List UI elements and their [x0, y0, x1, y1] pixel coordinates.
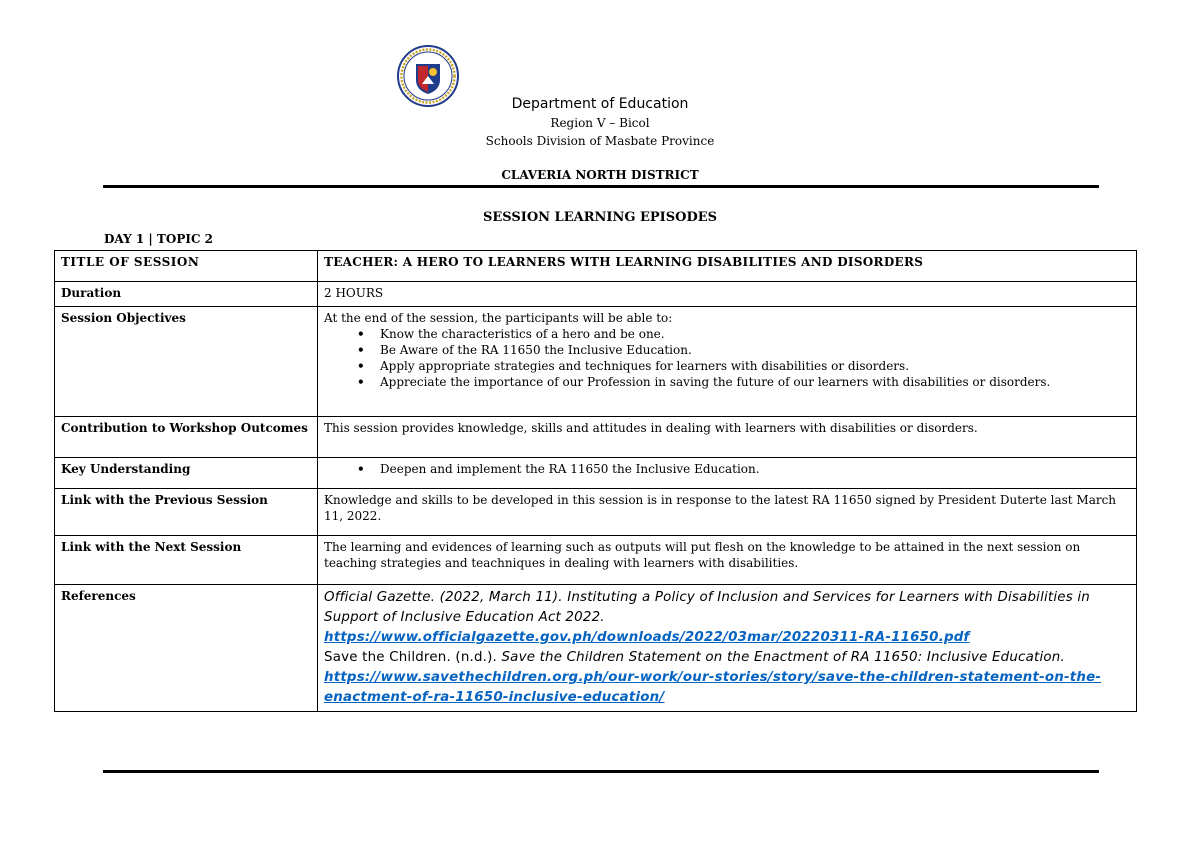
table-row: [55, 585, 1137, 712]
header-divider: [103, 185, 1099, 188]
table-row: [55, 458, 1137, 489]
key-understanding-label: Key Understanding: [55, 458, 318, 489]
objectives-list: [324, 326, 1130, 390]
session-table: [54, 250, 1137, 712]
reference-1-link[interactable]: https://www.officialgazette.gov.ph/downloads/2022/03mar/20220311-RA-11650.pdf: [324, 630, 970, 645]
table-row: [55, 417, 1137, 458]
references-cell: [318, 585, 1137, 712]
reference-2-date: . (n.d.).: [446, 650, 502, 665]
objectives-intro: At the end of the session, the participants will be able to:: [324, 311, 673, 325]
list-item: • Apply appropriate strategies and techniques for learners with disabilities or disorders.: [380, 358, 1130, 374]
table-row: [55, 489, 1137, 536]
table-row: [55, 307, 1137, 417]
department-name: Department of Education: [511, 96, 689, 112]
document-title: SESSION LEARNING EPISODES: [482, 210, 718, 225]
previous-session-value: Knowledge and skills to be developed in this session is in response to the latest RA 11650 signed by President Duterte last March 11, 2022.: [318, 489, 1137, 536]
duration-label: Duration: [55, 282, 318, 307]
reference-2-text: Save the Children Statement on the Enactment of RA 11650: Inclusive Education.: [501, 650, 1065, 665]
previous-session-label: Link with the Previous Session: [55, 489, 318, 536]
district-name: CLAVERIA NORTH DISTRICT: [501, 168, 699, 182]
reference-2-author: Save the Children: [324, 650, 447, 665]
list-item: • Appreciate the importance of our Profession in saving the future of our learners with disabilities or disorders.: [380, 374, 1130, 390]
reference-2-link[interactable]: https://www.savethechildren.org.ph/our-work/our-stories/story/save-the-children-statement-on-the-enactment-of-ra-11650-inclusive-education/: [324, 670, 1102, 705]
footer-divider: [103, 770, 1099, 773]
title-label: TITLE OF SESSION: [55, 251, 318, 282]
list-item: • Deepen and implement the RA 11650 the Inclusive Education.: [380, 461, 1130, 477]
contribution-label: Contribution to Workshop Outcomes: [55, 417, 318, 458]
contribution-value: This session provides knowledge, skills and attitudes in dealing with learners with disabilities or disorders.: [318, 417, 1137, 458]
references-label: References: [55, 585, 318, 712]
table-row: [55, 251, 1137, 282]
key-understanding-list: [324, 461, 1130, 477]
title-value: TEACHER: A HERO TO LEARNERS WITH LEARNING DISABILITIES AND DISORDERS: [318, 251, 1137, 282]
objectives-label: Session Objectives: [55, 307, 318, 417]
day-topic: DAY 1 | TOPIC 2: [104, 232, 214, 246]
division-name: Schools Division of Masbate Province: [485, 134, 715, 148]
next-session-value: The learning and evidences of learning such as outputs will put flesh on the knowledge to be attained in the next session on teaching strategies and teachniques in dealing with learners with disabilities.: [318, 536, 1137, 585]
duration-value: 2 HOURS: [318, 282, 1137, 307]
table-row: [55, 536, 1137, 585]
key-understanding-cell: [318, 458, 1137, 489]
objectives-cell: [318, 307, 1137, 417]
table-row: [55, 282, 1137, 307]
next-session-label: Link with the Next Session: [55, 536, 318, 585]
list-item: • Be Aware of the RA 11650 the Inclusive Education.: [380, 342, 1130, 358]
region-name: Region V – Bicol: [550, 116, 650, 130]
list-item: • Know the characteristics of a hero and be one.: [380, 326, 1130, 342]
reference-1-text: Official Gazette. (2022, March 11). Instituting a Policy of Inclusion and Services for Learners with Disabilities in Support of Inclusive Education Act 2022.: [324, 590, 1090, 625]
